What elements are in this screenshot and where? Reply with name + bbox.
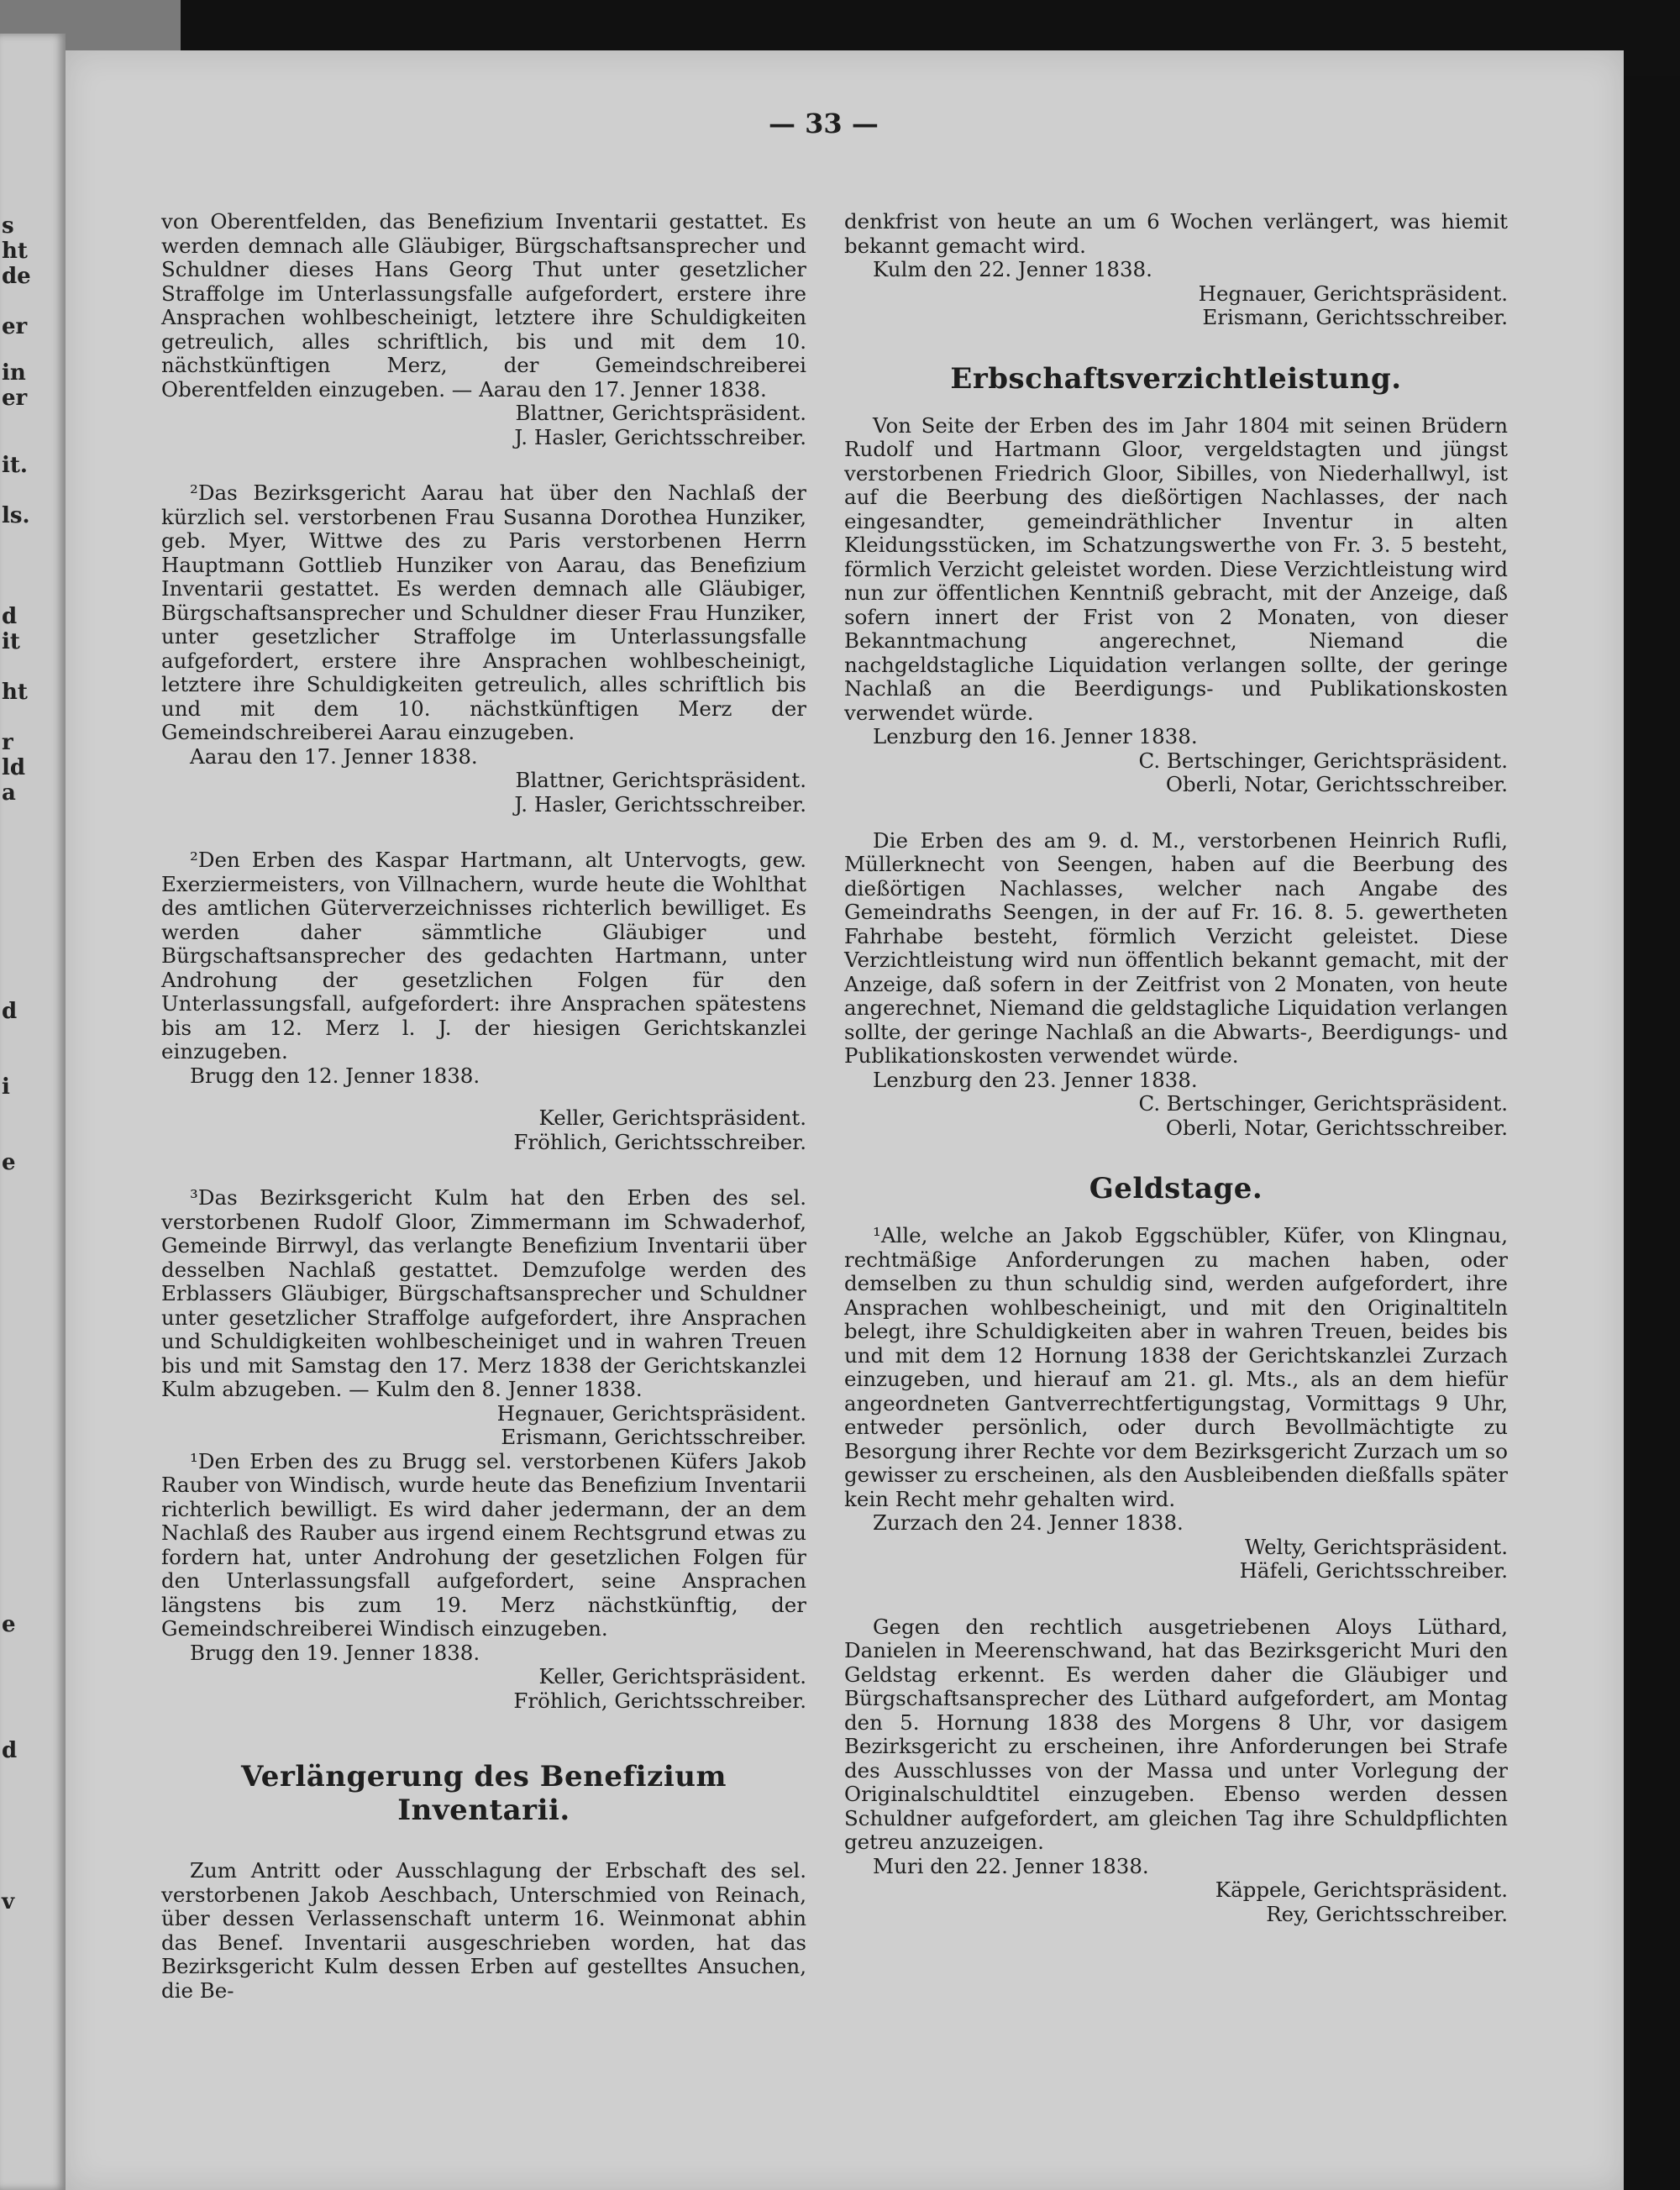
signature-president: Keller, Gerichtspräsident. bbox=[538, 1664, 806, 1688]
signature-president: C. Bertschinger, Gerichtspräsident. bbox=[1138, 1091, 1508, 1116]
notice-date: Zurzach den 24. Jenner 1838. bbox=[873, 1510, 1184, 1535]
notice-friedrich-gloor: Von Seite der Erben des im Jahr 1804 mit seinen Brüdern Rudolf und Hartmann Gloor, vergeldstagten und jüngst verstorbenen Friedrich Gloor, Sibilles, von Niederhallwyl, ist auf die Beerbung des dießörtigen Nachlasses, der nach eingesandter, gemeindräthlicher Inventur in alten Kleidungsstücken, im Schatzungswerthe von Fr. 3. 5 besteht, förmlich Verzicht geleistet worden. Diese Verzichtleistung wird nun zur öffentlichen Kenntniß gebracht, mit der Anzeige, daß sofern innert der Frist von 2 Monaten, von dieser Bekanntmachung angerechnet, Niemand die nachgeldstagliche Liquidation verlangen sollte, der geringe Nachlaß an die Beerdigungs- und Publikationskosten verwendet würde. bbox=[844, 412, 1508, 725]
section-heading-erbschaftsverzicht: Erbschaftsverzichtleistung. bbox=[950, 361, 1402, 396]
signature-president: Hegnauer, Gerichtspräsident. bbox=[496, 1400, 806, 1426]
right-column bbox=[844, 210, 1508, 1926]
left-page-fragment: d bbox=[2, 604, 18, 629]
left-page-fragment: e bbox=[2, 1612, 16, 1637]
notice-rufli: Die Erben des am 9. d. M., verstorbenen Heinrich Rufli, Müllerknecht von Seengen, haben auf die Beerbung des dießörtigen Nachlasses, welcher nach Angabe des Gemeindraths Seengen, in der auf Fr. 16. 8. 5. gewertheten Fahrhabe besteht, förmlich Verzicht geleistet. Diese Verzichtleistung wird nun öffentlich bekannt gemacht, mit der Anzeige, daß sofern in der Zeitfrist von 2 Monaten, von heute angerechnet, Niemand die geldstagliche Liquidation verlangen sollte, der geringe Nachlaß an die Abwarts-, Beerdigungs- und Publikationskosten verwendet würde. bbox=[844, 827, 1508, 1068]
left-page-fragment: a bbox=[2, 780, 16, 806]
adjacent-page-edge bbox=[0, 34, 66, 2190]
left-page-fragment: ht bbox=[2, 680, 28, 705]
left-page-fragment: d bbox=[2, 999, 18, 1024]
notice-date: Muri den 22. Jenner 1838. bbox=[873, 1853, 1149, 1878]
left-page-fragment: s bbox=[2, 213, 14, 239]
signature-president: Blattner, Gerichtspräsident. bbox=[515, 401, 806, 425]
signature-president: Welty, Gerichtspräsident. bbox=[1244, 1534, 1508, 1559]
signature-president: Keller, Gerichtspräsident. bbox=[538, 1106, 806, 1130]
left-page-fragment: er bbox=[2, 386, 28, 411]
signature-clerk: Häfeli, Gerichtsschreiber. bbox=[1239, 1558, 1508, 1583]
signature-president: Blattner, Gerichtspräsident. bbox=[515, 768, 806, 792]
notice-date: Kulm den 22. Jenner 1838. bbox=[873, 257, 1152, 281]
left-page-fragment: in bbox=[2, 360, 26, 386]
section-heading-verlaengerung: Verlängerung des Benefizium Inventarii. bbox=[241, 1760, 727, 1827]
notice-gloor: ³Das Bezirksgericht Kulm hat den Erben des sel. verstorbenen Rudolf Gloor, Zimmermann im Schwaderhof, Gemeinde Birrwyl, das verlangte Benefizium Inventarii über desselben Nachlaß gestattet. Demzufolge werden des Erblassers Gläubiger, Bürgschaftsansprecher und Schuldner unter gesetzlicher Straffolge aufgefordert, ihre Ansprachen und Schuldigkeiten wohlbescheiniget und in wahren Treuen bis und mit Samstag den 17. Merz 1838 der Gerichtskanzlei Kulm abzugeben. — Kulm den 8. Jenner 1838. bbox=[161, 1185, 806, 1401]
signature-clerk: Oberli, Notar, Gerichtsschreiber. bbox=[1165, 1115, 1508, 1140]
notice-date: Lenzburg den 23. Jenner 1838. bbox=[873, 1067, 1198, 1092]
notice-hartmann: ²Den Erben des Kaspar Hartmann, alt Untervogts, gew. Exerziermeisters, von Villnachern, wurde heute die Wohlthat des amtlichen Güterverzeichnisses richterlich bewilliget. Es werden daher sämmtliche Gläubiger und Bürgschaftsansprecher des gedachten Hartmann, unter Androhung der gesetzlichen Folgen für den Unterlassungsfall, aufgefordert: ihre Ansprachen spätestens bis am 12. Merz l. J. der hiesigen Gerichtskanzlei einzugeben. bbox=[161, 848, 806, 1063]
left-page-fragment: er bbox=[2, 314, 28, 339]
notice-aeschbach-continued: denkfrist von heute an um 6 Wochen verlängert, was hiemit bekannt gemacht wird. bbox=[844, 209, 1508, 258]
notice-oberentfelden: von Oberentfelden, das Benefizium Inventarii gestattet. Es werden demnach alle Gläubiger, Bürgschaftsansprecher und Schuldner dieses Hans Georg Thut unter gesetzlicher Straffolge im Unterlassungsfalle aufgefordert, erstere ihre Ansprachen wohlbescheinigt, letztere ihre Schuldigkeiten getreulich, alles schriftlich, bis und mit dem 10. nächstkünftigen Merz, der Gemeindschreiberei Oberentfelden einzugeben. — Aarau den 17. Jenner 1838. bbox=[161, 209, 806, 402]
signature-president: Käppele, Gerichtspräsident. bbox=[1215, 1878, 1508, 1902]
left-page-fragment: v bbox=[2, 1889, 15, 1914]
signature-clerk: J. Hasler, Gerichtsschreiber. bbox=[514, 424, 806, 449]
section-heading-geldstage: Geldstage. bbox=[1089, 1172, 1263, 1205]
notice-date: Brugg den 19. Jenner 1838. bbox=[190, 1640, 480, 1665]
left-page-fragment: it. bbox=[2, 453, 28, 478]
signature-clerk: Erismann, Gerichtsschreiber. bbox=[1202, 305, 1508, 329]
left-page-fragment: ld bbox=[2, 755, 26, 780]
left-page-fragment: i bbox=[2, 1074, 10, 1100]
signature-president: Hegnauer, Gerichtspräsident. bbox=[1198, 281, 1508, 306]
notice-date: Aarau den 17. Jenner 1838. bbox=[190, 743, 478, 769]
signature-president: C. Bertschinger, Gerichtspräsident. bbox=[1138, 748, 1508, 773]
signature-clerk: Erismann, Gerichtsschreiber. bbox=[501, 1425, 806, 1449]
signature-clerk: Rey, Gerichtsschreiber. bbox=[1266, 1901, 1508, 1926]
notice-date: Lenzburg den 16. Jenner 1838. bbox=[873, 724, 1198, 748]
left-page-fragment: ls. bbox=[2, 503, 30, 528]
notice-hunziker: ²Das Bezirksgericht Aarau hat über den Nachlaß der kürzlich sel. verstorbenen Frau Susanna Dorothea Hunziker, geb. Myer, Wittwe des zu Paris verstorbenen Herrn Hauptmann Gottlieb Hunziker von Aarau, das Benefizium Inventarii gestattet. Es werden demnach alle Gläubiger, Bürgschaftsansprecher und Schuldner dieser Frau Hunziker, unter gesetzlicher Straffolge im Unterlassungsfalle aufgefordert, erstere ihre Ansprachen wohlbescheinigt, letztere ihre Schuldigkeiten getreulich, alles schriftlich bis und mit dem 10. nächstkünftigen Merz der Gemeindschreiberei Aarau einzugeben. bbox=[161, 481, 806, 744]
left-page-fragment: e bbox=[2, 1150, 16, 1175]
notice-date: Brugg den 12. Jenner 1838. bbox=[190, 1063, 480, 1088]
left-page-fragment: it bbox=[2, 629, 20, 654]
left-column bbox=[161, 210, 806, 2003]
left-page-fragment: r bbox=[2, 730, 13, 755]
notice-rauber: ¹Den Erben des zu Brugg sel. verstorbenen Küfers Jakob Rauber von Windisch, wurde heute das Benefizium Inventarii richterlich bewilligt. Es wird daher jedermann, der an dem Nachlaß des Rauber aus irgend einem Rechtsgrund etwas zu fordern hat, unter Androhung der gesetzlichen Folgen für den Unterlassungsfall aufgefordert, seine Ansprachen längstens bis zum 19. Merz nächstkünftig, der Gemeindschreiberei Windisch einzugeben. bbox=[161, 1448, 806, 1641]
left-page-fragment: d bbox=[2, 1738, 18, 1763]
signature-clerk: Fröhlich, Gerichtsschreiber. bbox=[513, 1129, 806, 1154]
page-number: — 33 — bbox=[769, 108, 879, 139]
signature-clerk: J. Hasler, Gerichtsschreiber. bbox=[514, 791, 806, 817]
left-page-fragment: ht bbox=[2, 239, 28, 264]
notice-eggschuebler: ¹Alle, welche an Jakob Eggschübler, Küfer, von Klingnau, rechtmäßige Anforderungen zu machen haben, oder demselben zu thun schuldig sind, werden aufgefordert, ihre Ansprachen wohlbescheinigt, und mit den Originaltiteln belegt, ihre Schuldigkeiten aber in wahren Treuen, beides bis und mit dem 12 Hornung 1838 der Gerichtskanzlei Zurzach einzugeben, und hierauf am 21. gl. Mts., als an dem hiefür angeordneten Gantverrechtfertigungstag, Vormittags 9 Uhr, entweder persönlich, oder durch Bevollmächtigte zu Besorgung ihrer Rechte vor dem Bezirksgericht Zurzach um so gewisser zu erscheinen, als den Ausbleibenden dießfalls später kein Recht mehr gehalten wird. bbox=[844, 1223, 1508, 1511]
notice-luethard: Gegen den rechtlich ausgetriebenen Aloys Lüthard, Danielen in Meerenschwand, hat das Bezirksgericht Muri den Geldstag erkennt. Es werden daher die Gläubiger und Bürgschaftsansprecher des Lüthard aufgefordert, am Montag den 5. Hornung 1838 des Morgens 8 Uhr, vor dasigem Bezirksgericht zu erscheinen, ihre Anforderungen bei Strafe des Ausschlusses von der Massa und unter Vorlegung der Originalschuldtitel einzugeben. Ebenso werden dessen Schuldner aufgefordert, am gleichen Tag ihre Schuldpflichten getreu anzuzeigen. bbox=[844, 1614, 1508, 1854]
left-page-fragment: de bbox=[2, 264, 31, 289]
signature-clerk: Oberli, Notar, Gerichtsschreiber. bbox=[1165, 772, 1508, 796]
notice-aeschbach: Zum Antritt oder Ausschlagung der Erbschaft des sel. verstorbenen Jakob Aeschbach, Unterschmied von Reinach, über dessen Verlassenschaft unterm 16. Weinmonat abhin das Benef. Inventarii ausgeschrieben worden, hat das Bezirksgericht Kulm dessen Erben auf gestelltes Ansuchen, die Be- bbox=[161, 1858, 806, 2003]
signature-clerk: Fröhlich, Gerichtsschreiber. bbox=[513, 1688, 806, 1713]
